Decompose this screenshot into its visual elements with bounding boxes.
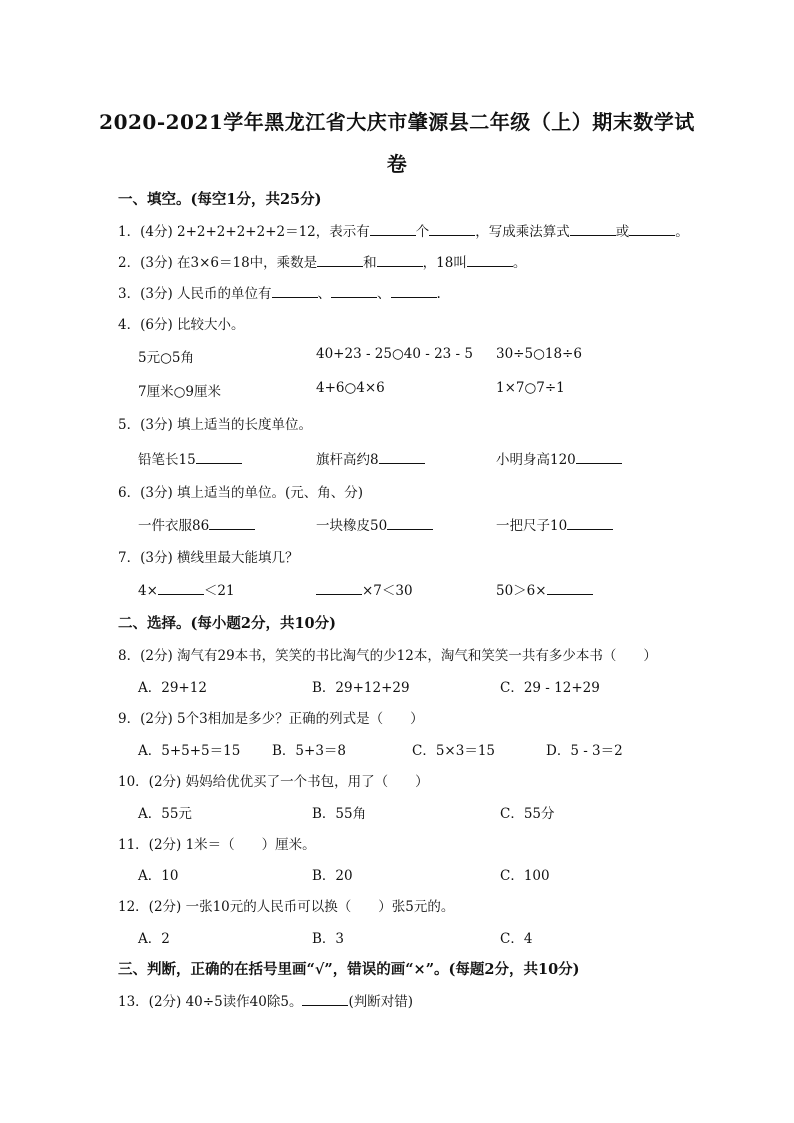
question-8-options <box>0 676 794 698</box>
option-a[interactable]: A．10 <box>138 868 179 884</box>
page-title-line-2: 卷 <box>386 152 408 176</box>
question-7-stem: 7．(3分) 横线里最大能填几？ <box>118 550 299 566</box>
question-5-stem: 5．(3分) 填上适当的长度单位。 <box>118 417 313 433</box>
q1-text-d: 或 <box>615 224 630 240</box>
inequality-text: ×7＜30 <box>362 583 413 599</box>
option-c[interactable]: C．55分 <box>500 806 555 822</box>
q3-text-b: 、 <box>317 286 332 302</box>
q3-text-d: . <box>436 286 441 302</box>
question-9-options <box>0 739 794 761</box>
option-b[interactable]: B．55角 <box>312 806 367 822</box>
q1-text-b: 个 <box>415 224 430 240</box>
unit-item-text: 一把尺子10 <box>496 518 568 534</box>
inequality-text: 4× <box>138 583 158 599</box>
option-b[interactable]: B．3 <box>312 931 345 947</box>
q2-text-b: 和 <box>363 255 377 271</box>
answer-blank[interactable] <box>370 223 416 236</box>
q2-text-c: ，18叫 <box>422 255 467 271</box>
question-10-stem: 10．(2分) 妈妈给优优买了一个书包，用了（ ） <box>118 774 429 790</box>
unit-item-text: 铅笔长15 <box>138 452 196 468</box>
question-8-stem: 8．(2分) 淘气有29本书，笑笑的书比淘气的少12本，淘气和笑笑一共有多少本书（ ） <box>118 648 657 664</box>
answer-blank[interactable] <box>629 223 675 236</box>
option-a[interactable]: A．29+12 <box>138 680 207 696</box>
q13-text: 13．(2分) 40÷5读作40除5。 <box>118 994 303 1010</box>
unit-item-text: 旗杆高约8 <box>316 452 379 468</box>
compare-item: 4+6○4×6 <box>316 380 385 396</box>
question-4-stem: 4．(6分) 比较大小。 <box>118 317 245 333</box>
option-c[interactable]: C．5×3＝15 <box>412 743 495 759</box>
unit-item-text: 一块橡皮50 <box>316 518 388 534</box>
section-heading-fill-in: 一、填空。(每空1分，共25分) <box>118 191 322 208</box>
compare-item: 7厘米○9厘米 <box>138 384 221 400</box>
question-9-stem: 9．(2分) 5个3相加是多少？正确的列式是（ ） <box>118 711 424 727</box>
answer-blank[interactable] <box>302 993 348 1006</box>
question-11-stem: 11．(2分) 1米＝（ ）厘米。 <box>118 837 316 853</box>
q13-judge-note: (判断对错) <box>348 994 413 1010</box>
q1-text-e: 。 <box>675 224 689 240</box>
answer-blank[interactable] <box>391 285 437 298</box>
compare-item: 1×7○7÷1 <box>496 380 565 396</box>
unit-item-text: 一件衣服86 <box>138 518 210 534</box>
question-12-stem: 12．(2分) 一张10元的人民币可以换（ ）张5元的。 <box>118 899 455 915</box>
unit-item-text: 小明身高120 <box>496 452 576 468</box>
answer-blank[interactable] <box>377 254 423 267</box>
question-5-items <box>0 448 794 470</box>
answer-blank[interactable] <box>547 582 593 595</box>
unit-item <box>138 514 255 534</box>
option-a[interactable]: A．55元 <box>138 806 192 822</box>
question-4-row-1 <box>0 346 794 368</box>
answer-blank[interactable] <box>209 517 255 530</box>
section-heading-choice: 二、选择。(每小题2分，共10分) <box>118 615 336 632</box>
answer-blank[interactable] <box>387 517 433 530</box>
compare-item: 5元○5角 <box>138 350 194 366</box>
question-6-items <box>0 514 794 536</box>
question-10-options <box>0 802 794 824</box>
answer-blank[interactable] <box>272 285 318 298</box>
option-b[interactable]: B．20 <box>312 868 353 884</box>
unit-item <box>138 448 242 468</box>
answer-blank[interactable] <box>570 223 616 236</box>
answer-blank[interactable] <box>316 582 362 595</box>
option-a[interactable]: A．2 <box>138 931 170 947</box>
answer-blank[interactable] <box>467 254 513 267</box>
option-c[interactable]: C．100 <box>500 868 550 884</box>
question-4-row-2 <box>0 380 794 402</box>
question-7-items <box>0 579 794 601</box>
option-d[interactable]: D．5 - 3＝2 <box>546 743 623 759</box>
option-b[interactable]: B．29+12+29 <box>312 680 410 696</box>
unit-item <box>316 514 433 534</box>
question-12-options <box>0 927 794 949</box>
option-a[interactable]: A．5+5+5＝15 <box>138 743 241 759</box>
unit-item <box>496 514 613 534</box>
option-b[interactable]: B．5+3＝8 <box>272 743 346 759</box>
question-1 <box>118 220 689 240</box>
q1-text-c: ，写成乘法算式 <box>475 224 570 240</box>
unit-item <box>496 448 622 468</box>
inequality-text: ＜21 <box>203 583 235 599</box>
section-heading-true-false: 三、判断，正确的在括号里画“√”，错误的画“×”。(每题2分，共10分) <box>118 961 580 978</box>
question-3 <box>118 282 441 302</box>
inequality-item <box>316 579 413 599</box>
answer-blank[interactable] <box>576 451 622 464</box>
answer-blank[interactable] <box>331 285 377 298</box>
question-13 <box>118 990 413 1010</box>
inequality-text: 50＞6× <box>496 583 547 599</box>
answer-blank[interactable] <box>196 451 242 464</box>
unit-item <box>316 448 425 468</box>
compare-item: 40+23 - 25○40 - 23 - 5 <box>316 346 474 362</box>
inequality-item <box>496 579 593 599</box>
answer-blank[interactable] <box>567 517 613 530</box>
answer-blank[interactable] <box>379 451 425 464</box>
inequality-item <box>138 579 235 599</box>
question-6-stem: 6．(3分) 填上适当的单位。(元、角、分) <box>118 485 364 501</box>
q2-text-d: 。 <box>512 255 527 271</box>
page-title-line-1: 2020-2021学年黑龙江省大庆市肇源县二年级（上）期末数学试 <box>99 110 695 134</box>
question-11-options <box>0 864 794 886</box>
answer-blank[interactable] <box>158 582 204 595</box>
option-c[interactable]: C．29 - 12+29 <box>500 680 600 696</box>
q2-text-a: 2．(3分) 在3×6＝18中，乘数是 <box>118 255 318 271</box>
compare-item: 30÷5○18÷6 <box>496 346 582 362</box>
question-2 <box>118 251 526 271</box>
q3-text-c: 、 <box>377 286 391 302</box>
answer-blank[interactable] <box>429 223 475 236</box>
q1-text-a: 1．(4分) 2+2+2+2+2+2＝12，表示有 <box>118 224 370 240</box>
q3-text-a: 3．(3分) 人民币的单位有 <box>118 286 272 302</box>
option-c[interactable]: C．4 <box>500 931 533 947</box>
answer-blank[interactable] <box>317 254 363 267</box>
